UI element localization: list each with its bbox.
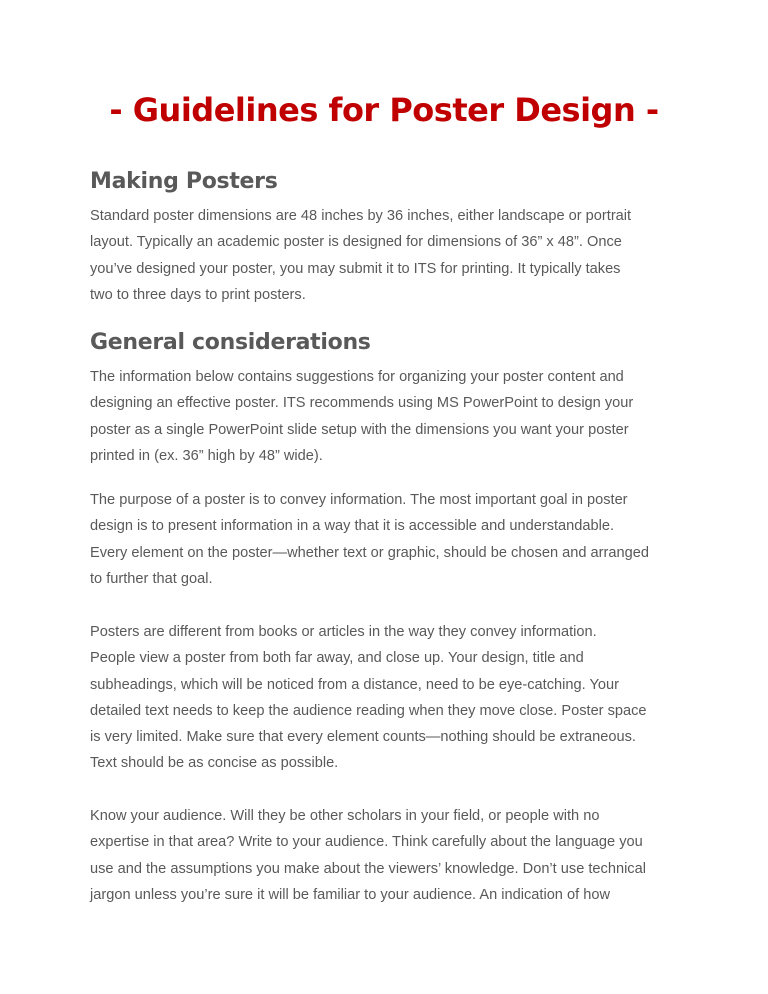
text-line: two to three days to print posters.: [90, 286, 306, 303]
text-line: detailed text needs to keep the audience reading when they move close. Poster space: [90, 702, 647, 719]
text-line: you’ve designed your poster, you may submit it to ITS for printing. It typically takes: [90, 260, 621, 277]
text-line: designing an effective poster. ITS recommends using MS PowerPoint to design your: [90, 395, 634, 412]
text-line: jargon unless you’re sure it will be familiar to your audience. An indication of how: [90, 886, 610, 903]
paragraph-general-intro: [90, 364, 690, 469]
paragraph-posters-different: [90, 619, 690, 777]
text-line: printed in (ex. 36” high by 48” wide).: [90, 447, 323, 464]
text-line: expertise in that area? Write to your audience. Think carefully about the language you: [90, 834, 643, 851]
section-heading-general-considerations: General considerations: [90, 330, 371, 355]
text-line: The purpose of a poster is to convey information. The most important goal in poster: [90, 492, 628, 508]
paragraph-making-posters: [90, 203, 690, 308]
text-line: Know your audience. Will they be other scholars in your field, or people with no: [90, 808, 600, 824]
text-line: Posters are different from books or articles in the way they convey information.: [90, 624, 597, 640]
paragraph-know-audience: [90, 803, 690, 908]
document-title: - Guidelines for Poster Design -: [109, 91, 659, 129]
text-line: Every element on the poster—whether text or graphic, should be chosen and arranged: [90, 544, 649, 561]
section-heading-making-posters: Making Posters: [90, 169, 278, 194]
text-line: poster as a single PowerPoint slide setup with the dimensions you want your poster: [90, 421, 629, 438]
text-line: use and the assumptions you make about the viewers’ knowledge. Don’t use technical: [90, 860, 646, 877]
text-line: Standard poster dimensions are 48 inches by 36 inches, either landscape or portrait: [90, 208, 632, 224]
text-line: subheadings, which will be noticed from a distance, need to be eye-catching. Your: [90, 676, 619, 693]
text-line: to further that goal.: [90, 570, 213, 587]
text-line: Text should be as concise as possible.: [90, 755, 339, 772]
text-line: People view a poster from both far away, and close up. Your design, title and: [90, 650, 584, 667]
text-line: is very limited. Make sure that every element counts—nothing should be extraneous.: [90, 729, 636, 746]
text-line: The information below contains suggestions for organizing your poster content and: [90, 369, 624, 385]
text-line: layout. Typically an academic poster is designed for dimensions of 36” x 48”. Once: [90, 234, 622, 251]
paragraph-purpose: [90, 487, 690, 592]
text-line: design is to present information in a way that it is accessible and understandable.: [90, 518, 615, 535]
